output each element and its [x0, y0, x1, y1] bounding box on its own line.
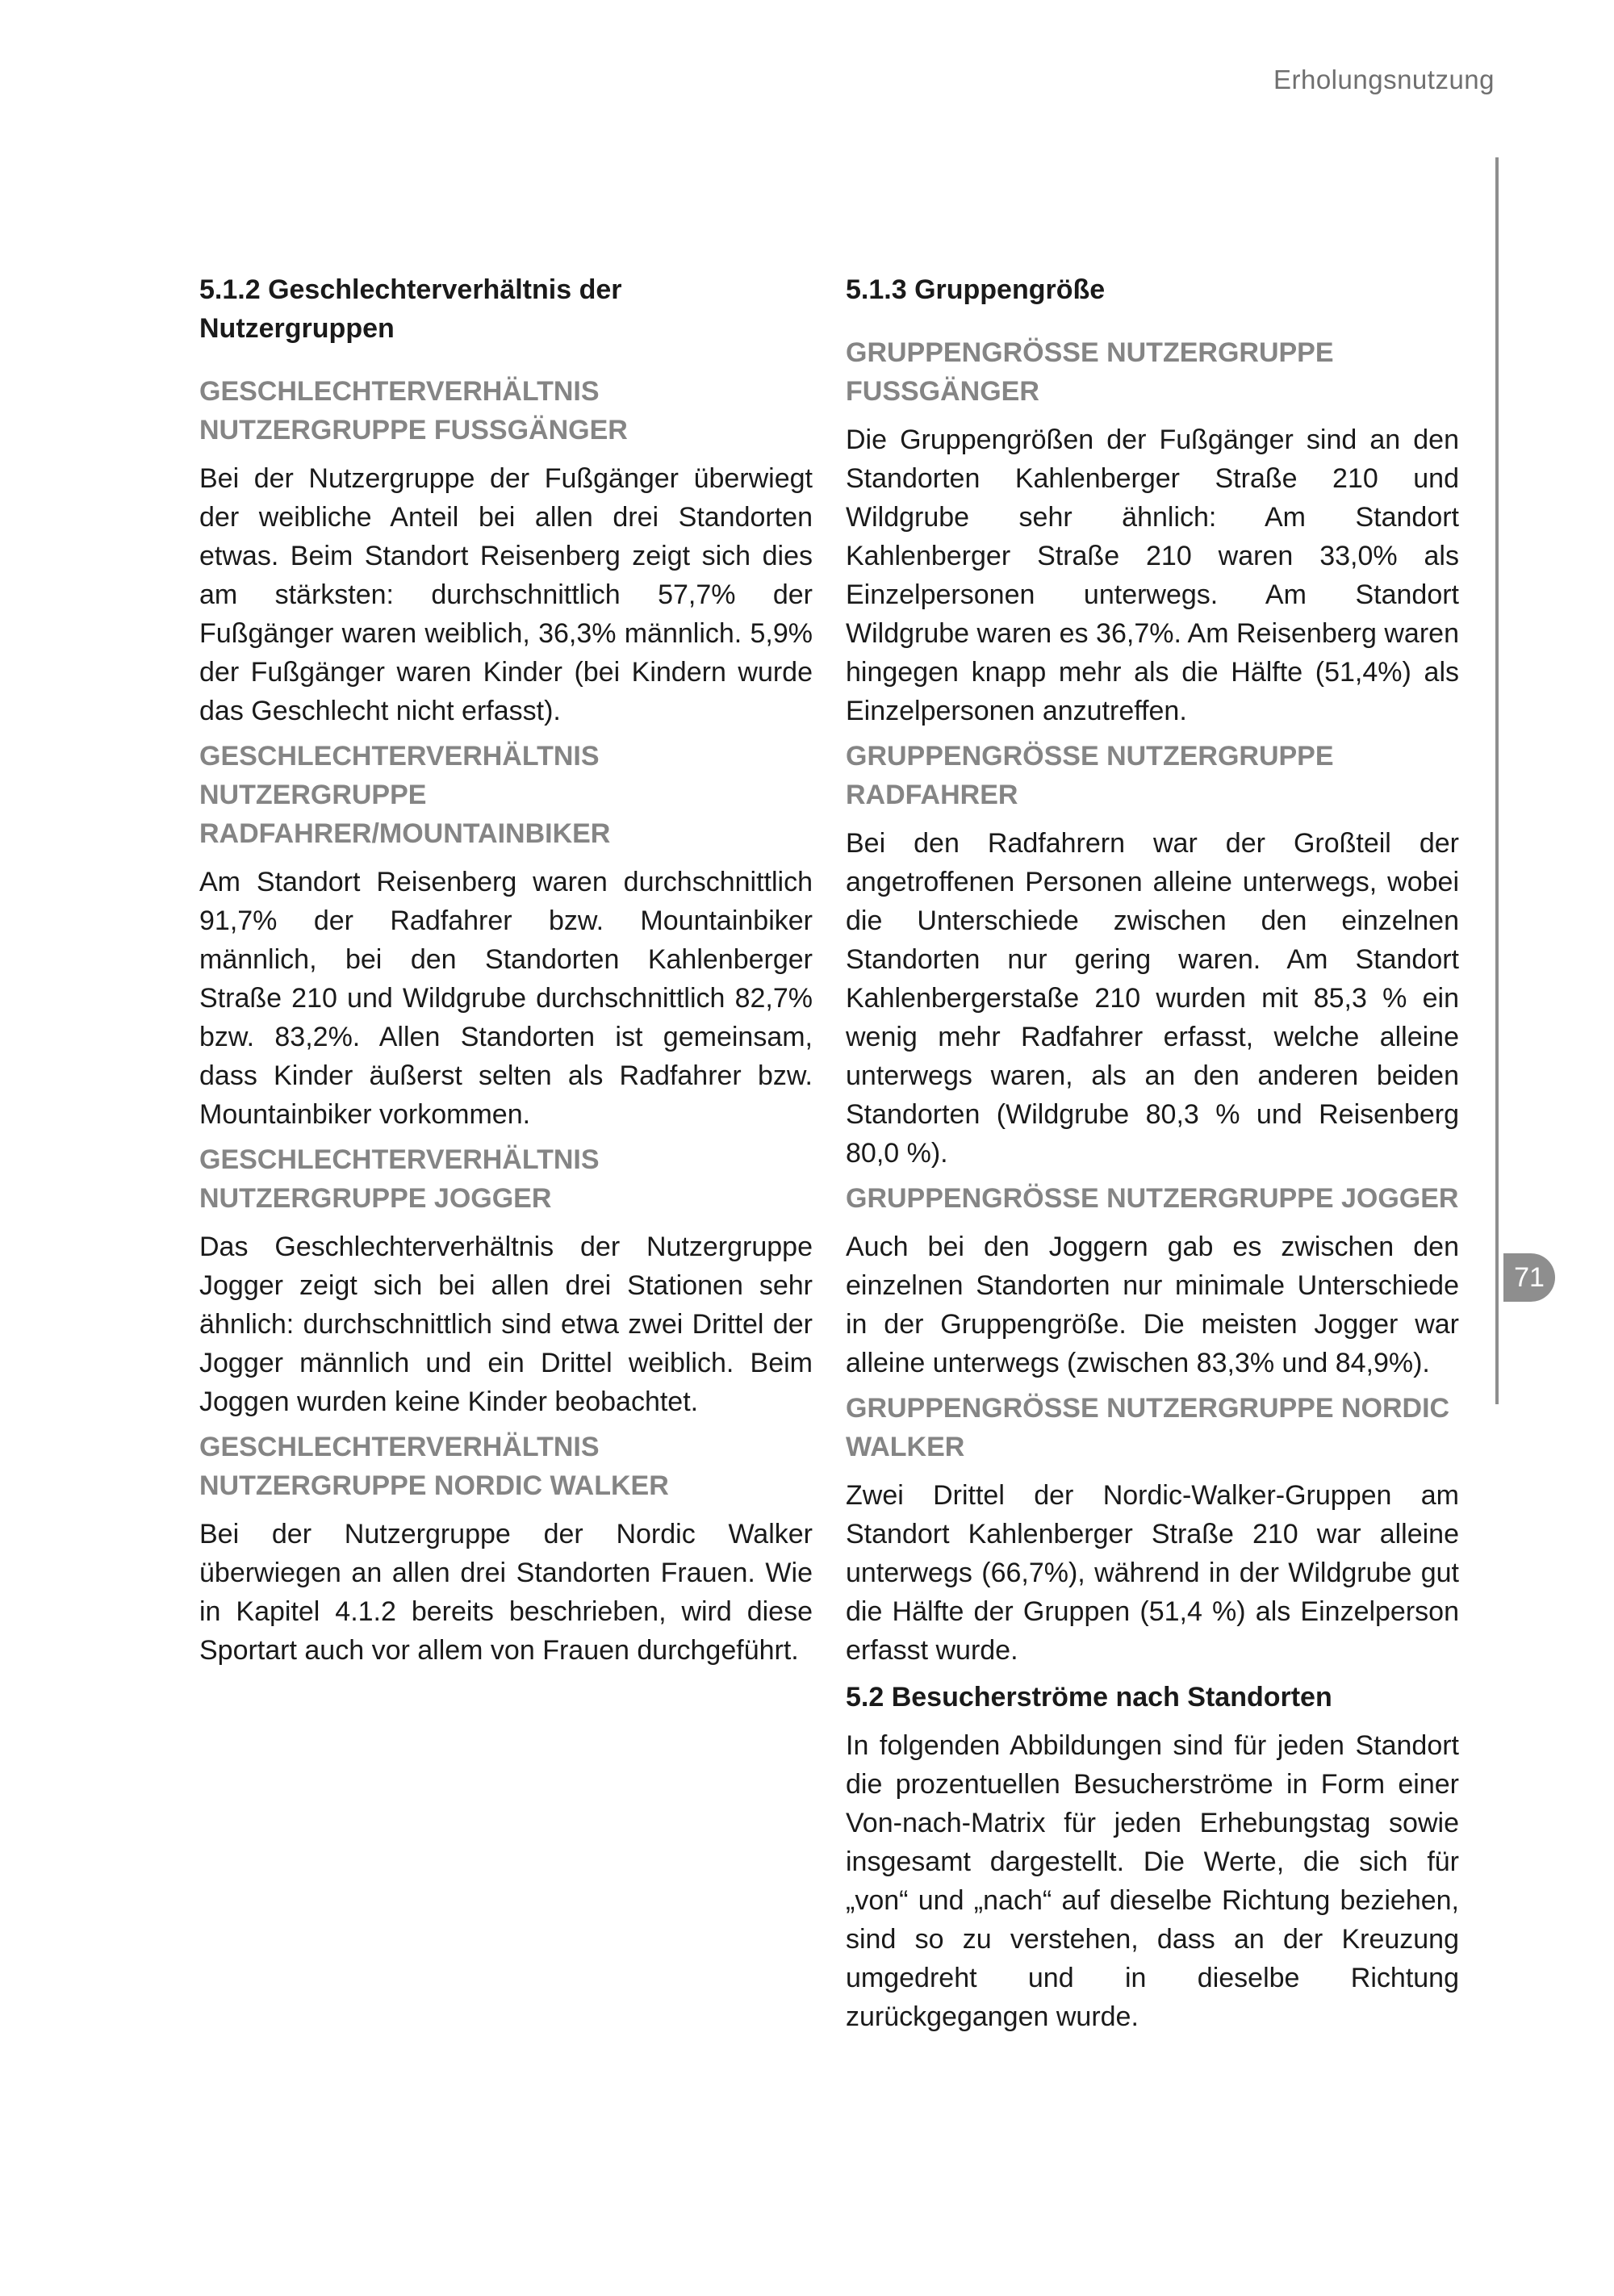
subsection — [846, 1179, 1459, 1382]
subheading: GESCHLECHTERVERHÄLTNIS NUTZERGRUPPE RADFAHRER/MOUNTAINBIKER — [199, 741, 611, 849]
subheading: GESCHLECHTERVERHÄLTNIS NUTZERGRUPPE FUSSGÄNGER — [199, 376, 628, 445]
section-heading-5-1-3: 5.1.3 Gruppengröße — [846, 274, 1106, 305]
subheading: GRUPPENGRÖSSE NUTZERGRUPPE NORDIC WALKER — [846, 1393, 1450, 1462]
paragraph: Bei den Radfahrern war der Großteil der angetroffenen Personen alleine unterwegs, wobei die Unterschiede zwischen den einzelnen Standorten nur gering waren. Am Standort Kahlenbergerstaße 210 wurden mit 85,3 % ein wenig mehr Radfahrer erfasst, welche alleine unterwegs waren, als an den anderen beiden Standorten (Wildgrube 80,3 % und Reisenberg 80,0 %). — [846, 828, 1459, 1169]
subsection — [199, 1428, 813, 1670]
paragraph: Bei der Nutzergruppe der Nordic Walker überwiegen an allen drei Standorten Frauen. Wie in Kapitel 4.1.2 bereits beschrieben, wird diese Sportart auch vor allem von Frauen durchgeführt. — [199, 1519, 813, 1666]
subsection — [199, 1140, 813, 1421]
subheading: GESCHLECHTERVERHÄLTNIS NUTZERGRUPPE JOGGER — [199, 1144, 600, 1214]
paragraph: Auch bei den Joggern gab es zwischen den einzelnen Standorten nur minimale Unterschiede in der Gruppengröße. Die meisten Jogger war alleine unterwegs (zwischen 83,3% und 84,9%). — [846, 1232, 1459, 1378]
subsection — [846, 1389, 1459, 1670]
subsection — [199, 372, 813, 730]
paragraph: Zwei Drittel der Nordic-Walker-Gruppen am Standort Kahlenberger Straße 210 war alleine unterwegs (66,7%), während in der Wildgrube gut die Hälfte der Gruppen (51,4 %) als Einzelperson erfasst wurde. — [846, 1480, 1459, 1666]
subheading: GRUPPENGRÖSSE NUTZERGRUPPE RADFAHRER — [846, 741, 1334, 810]
section-heading-5-1-2: 5.1.2 Geschlechterverhältnis der Nutzergruppen — [199, 274, 622, 344]
page-number: 71 — [1503, 1253, 1555, 1302]
paragraph: Das Geschlechterverhältnis der Nutzergruppe Jogger zeigt sich bei allen drei Stationen sehr ähnlich: durchschnittlich sind etwa zwei Drittel der Jogger männlich und ein Drittel weiblich. Beim Joggen wurden keine Kinder beobachtet. — [199, 1232, 813, 1417]
subheading: GRUPPENGRÖSSE NUTZERGRUPPE FUSSGÄNGER — [846, 337, 1334, 407]
paragraph: Am Standort Reisenberg waren durchschnittlich 91,7% der Radfahrer bzw. Mountainbiker männlich, bei den Standorten Kahlenberger Straße 210 und Wildgrube durchschnittlich 82,7% bzw. 83,2%. Allen Standorten ist gemeinsam, dass Kinder äußerst selten als Radfahrer bzw. Mountainbiker vorkommen. — [199, 867, 813, 1130]
left-column — [199, 270, 813, 1676]
subsection — [199, 737, 813, 1134]
section-heading-5-2: 5.2 Besucherströme nach Standorten — [846, 1682, 1332, 1713]
paragraph: In folgenden Abbildungen sind für jeden Standort die prozentuellen Besucherströme in Form einer Von-nach-Matrix für jeden Erhebungstag sowie insgesamt dargestellt. Die Werte, die sich für „von“ und „nach“ auf dieselbe Richtung beziehen, sind so zu verstehen, dass an der Kreuzung umgedreht und in dieselbe Richtung zurückgegangen wurde. — [846, 1730, 1459, 2032]
running-head: Erholungsnutzung — [1273, 65, 1495, 94]
subheading: GRUPPENGRÖSSE NUTZERGRUPPE JOGGER — [846, 1183, 1459, 1214]
subheading: GESCHLECHTERVERHÄLTNIS NUTZERGRUPPE NORDIC WALKER — [199, 1432, 669, 1501]
subsection — [846, 333, 1459, 730]
margin-rule — [1495, 157, 1499, 1404]
paragraph: Bei der Nutzergruppe der Fußgänger überwiegt der weibliche Anteil bei allen drei Standorten etwas. Beim Standort Reisenberg zeigt sich dies am stärksten: durchschnittlich 57,7% der Fußgänger waren weiblich, 36,3% männlich. 5,9% der Fußgänger waren Kinder (bei Kindern wurde das Geschlecht nicht erfasst). — [199, 463, 813, 726]
paragraph: Die Gruppengrößen der Fußgänger sind an den Standorten Kahlenberger Straße 210 und Wildgrube sehr ähnlich: Am Standort Kahlenberger Straße 210 waren 33,0% als Einzelpersonen unterwegs. Am Standort Wildgrube waren es 36,7%. Am Reisenberg waren hingegen knapp mehr als die Hälfte (51,4%) als Einzelpersonen anzutreffen. — [846, 424, 1459, 726]
right-column — [846, 270, 1459, 2043]
subsection — [846, 737, 1459, 1173]
